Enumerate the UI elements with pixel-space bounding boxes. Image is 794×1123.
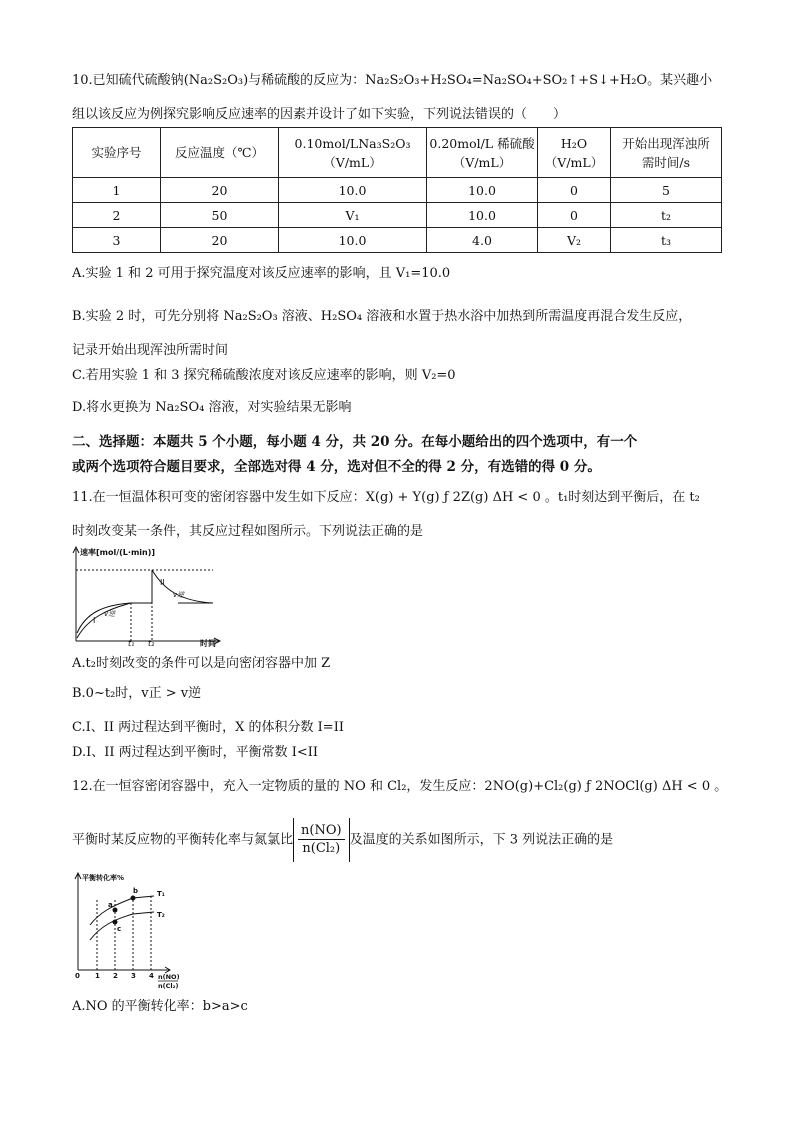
q10-option-d: D.将水更换为 Na₂SO₄ 溶液，对实验结果无影响 [72,400,352,415]
q10-option-a: A.实验 1 和 2 可用于探究温度对该反应速率的影响，且 V₁=10.0 [72,266,451,281]
table-cell: 10.0 [279,228,427,253]
q10-intro-b: 与稀硫酸的反应为： [248,73,366,88]
graph-ylabel: 平衡转化率% [82,874,125,882]
ratio-bracket [293,818,350,862]
q10-option-b-line1: B.实验 2 时，可先分别将 Na₂S₂O₃ 溶液、H₂SO₄ 溶液和水置于热水浴中加热到所需温度再混合发生反应， [72,309,692,324]
T2-label: T₂ [157,911,165,919]
point-c-label: c [117,925,122,933]
experiment-table [72,127,722,253]
q10-reactant: (Na₂S₂O₃) [183,73,249,88]
q11-option-a: A.t₂时刻改变的条件可以是向密闭容器中加 Z [72,656,331,671]
q12-stem-line1: 12.在一恒容密闭容器中，充入一定物质的量的 NO 和 Cl₂，发生反应：2NO(g)+Cl₂(g) ƒ 2NOCl(g) ΔH < 0 。 [72,779,728,794]
curve-T2 [90,912,154,940]
table-cell: 2 [73,203,161,228]
ratio-numerator: n(NO) [298,822,345,840]
curve-T1 [90,896,154,925]
q11-option-c: C.I、II 两过程达到平衡时，X 的体积分数 I=II [72,720,344,735]
curve-I [77,603,152,633]
table-row [73,178,722,203]
q12-stem-a: 平衡时某反应物的平衡转化率与氮氯比 [72,832,294,848]
table-cell: 10.0 [279,178,427,203]
table-cell: 10.0 [427,203,538,228]
x-tick: 3 [131,972,136,980]
table-cell: t₃ [611,228,722,253]
table-cell: 0 [538,203,611,228]
graph-xlabel: 时间 [200,639,216,647]
x-tick: 1 [95,972,100,980]
q10-option-c: C.若用实验 1 和 3 探究稀硫酸浓度对该反应速率的影响，则 V₂=0 [72,368,456,383]
q12-conversion-graph [70,870,180,992]
q11-option-b: B.0~t₂时，v正 > v逆 [72,686,202,701]
q11-stem-line2: 时刻改变某一条件，其反应过程如图所示。下列说法正确的是 [72,524,424,539]
point-b-label: b [133,887,139,895]
table-row [73,203,722,228]
table-cell: 10.0 [427,178,538,203]
t1-label: t₁ [128,639,135,647]
table-header: 反应温度（℃） [161,128,279,178]
q10-intro-c: 。某兴趣小 [647,73,713,88]
point-a [113,908,118,913]
table-header: 实验序号 [73,128,161,178]
table-cell: 4.0 [427,228,538,253]
q10-stem-line2: 组以该反应为例探究影响反应速率的因素并设计了如下实验，下列说法错误的（ ） [72,107,567,122]
table-cell: 50 [161,203,279,228]
curve-I-label: I [93,616,96,625]
point-a-label: a [108,901,113,909]
section2-instructions-line1: 二、选择题：本题共 5 个小题，每小题 4 分，共 20 分。在每小题给出的四个选项中，有一个 [72,434,638,450]
q11-rate-graph [68,543,228,647]
x-tick: 4 [149,972,154,980]
q11-option-d: D.I、II 两过程达到平衡时，平衡常数 I<II [72,745,319,760]
point-c [113,920,118,925]
x-tick: 0 [75,972,80,980]
q10-option-b-line2: 记录开始出现浑浊所需时间 [72,343,229,358]
table-cell: 20 [161,178,279,203]
q10-intro: 10.已知硫代硫酸钠 [72,73,184,88]
table-cell: 0 [538,178,611,203]
t2-label: t₂ [148,639,155,647]
section2-instructions-line2: 或两个选项符合题目要求，全部选对得 4 分，选对但不全的得 2 分，有选错的得 0 分。 [72,459,601,475]
q12-stem-line2 [72,818,613,863]
table-cell: 3 [73,228,161,253]
x-tick: 2 [113,972,118,980]
xlabel-den: n(Cl₂) [158,982,179,990]
q11-stem-line1: 11.在一恒温体积可变的密闭容器中发生如下反应：X(g) + Y(g) ƒ 2Z(g) ΔH < 0 。t₁时刻达到平衡后，在 t₂ [72,490,700,505]
T1-label: T₁ [157,890,165,898]
graph-ylabel: 速率[mol/(L·min)] [80,548,156,557]
table-cell: 5 [611,178,722,203]
table-header: H₂O （V/mL） [538,128,611,178]
table-row [73,228,722,253]
ratio-denominator: n(Cl₂) [302,841,341,856]
point-b [131,896,136,901]
xlabel-num: n(NO) [158,973,180,981]
table-cell: 1 [73,178,161,203]
q10-equation: Na₂S₂O₃+H₂SO₄=Na₂SO₄+SO₂↑+S↓+H₂O [365,73,648,88]
q10-stem-line1 [72,72,712,90]
v-rev-label-2: v逆 [173,591,185,599]
v-rev-label-1: v逆 [104,610,116,618]
table-cell: 20 [161,228,279,253]
table-cell: t₂ [611,203,722,228]
q12-stem-b: 及温度的关系如图所示，下 3 列说法正确的是 [349,832,614,848]
table-cell: V₁ [279,203,427,228]
curve-II-label: II [160,578,165,587]
table-cell: V₂ [538,228,611,253]
table-header: 开始出现浑浊所 需时间/s [611,128,722,178]
table-header: 0.10mol/LNa₃S₂O₃ （V/mL） [279,128,427,178]
table-header-row [73,128,722,178]
ratio-fraction [298,822,345,857]
table-header: 0.20mol/L 稀硫酸 （V/mL） [427,128,538,178]
q12-option-a: A.NO 的平衡转化率：b>a>c [72,999,248,1014]
